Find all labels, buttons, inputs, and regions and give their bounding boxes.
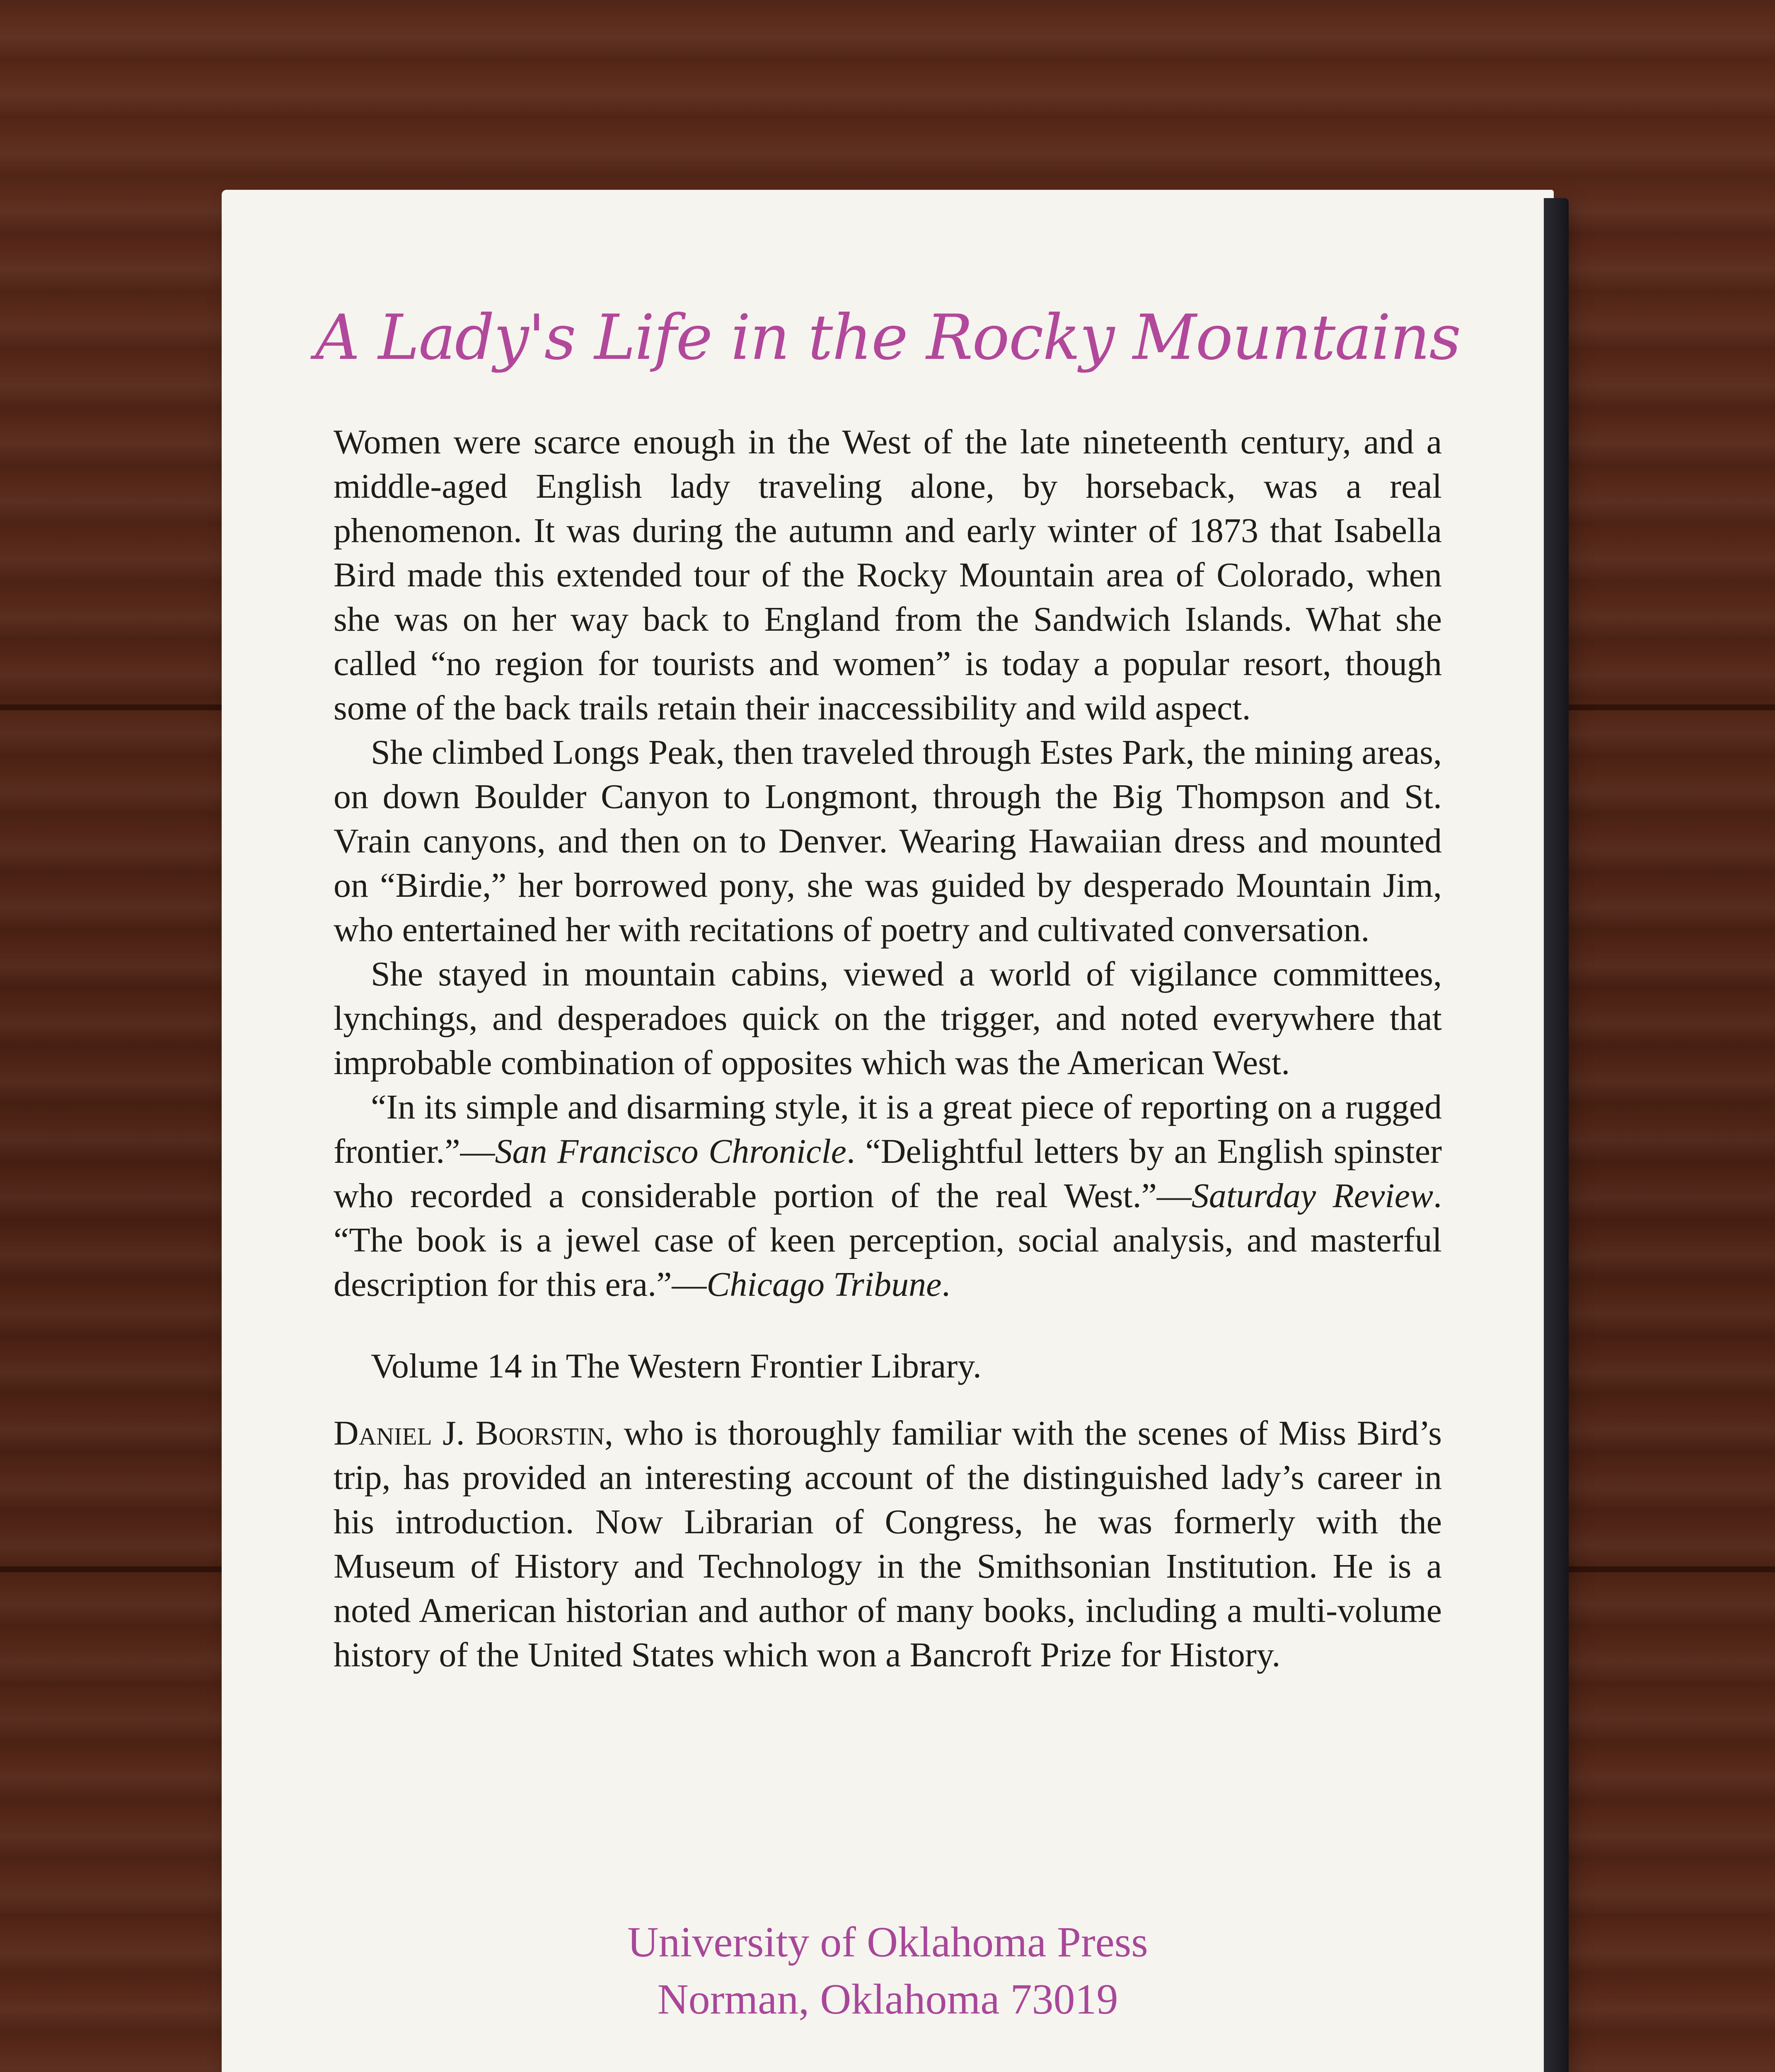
review-end: . xyxy=(941,1265,950,1304)
review-quote: “In its simple and disarming style, it is a great piece of reporting on a rugged frontier.”— xyxy=(334,1088,1442,1171)
blurb-paragraph: She climbed Longs Peak, then traveled through Estes Park, the mining areas, on down Boulder Canyon to Longmont, through the Big Thompson and St. Vrain canyons, and then on to Denver. Wearing Hawaiian dress and mounted on “Birdie,” her borrowed pony, she was guided by desperado Mountain Jim, who entertained her with recitations of poetry and cultivated conversation. xyxy=(334,733,1442,949)
review-quote: . “Delightful letters by an English spinster who recorded a considerable portion of the real West.”— xyxy=(334,1132,1442,1215)
bio-name: Daniel J. Boorstin xyxy=(334,1414,605,1452)
review-quotes xyxy=(334,1085,1442,1307)
blurb-paragraph: Women were scarce enough in the West of the late nineteenth century, and a middle-aged English lady traveling alone, by horseback, was a real phenomenon. It was during the autumn and early winter of 1873 that Isabella Bird made this extended tour of the Rocky Mountain area of Colorado, when she was on her way back to England from the Sandwich Islands. What she called “no region for tourists and women” is today a popular resort, though some of the back trails retain their inaccessibility and wild aspect. xyxy=(334,423,1442,727)
bio-text: , who is thoroughly familiar with the scenes of Miss Bird’s trip, has provided an interesting account of the distinguished lady’s career in his introduction. Now Librarian of Congress, he was formerly with the Museum of History and Technology in the Smithsonian Institution. He is a noted American historian and author of many books, including a multi-volume history of the United States which won a Bancroft Prize for History. xyxy=(334,1414,1442,1674)
blurb-paragraph: She stayed in mountain cabins, viewed a world of vigilance committees, lynchings, and desperadoes quick on the trigger, and noted everywhere that improbable combination of opposites which was the American West. xyxy=(334,955,1442,1082)
book-title: A Lady's Life in the Rocky Mountains xyxy=(315,302,1461,374)
publisher-city: Norman, Oklahoma 73019 xyxy=(657,1975,1118,2023)
review-source: Saturday Review xyxy=(1191,1176,1434,1215)
series-volume: Volume 14 in The Western Frontier Library. xyxy=(371,1347,982,1385)
blurb-text xyxy=(334,420,1442,1677)
book-back-cover xyxy=(222,190,1554,2072)
publisher-name: University of Oklahoma Press xyxy=(627,1918,1148,1966)
review-source: Chicago Tribune xyxy=(706,1265,942,1304)
review-quote: . “The book is a jewel case of keen perception, social analysis, and masterful description for this era.”— xyxy=(334,1176,1442,1304)
book-spine-edge xyxy=(1544,198,1569,2072)
author-bio xyxy=(334,1411,1442,1677)
publisher-block xyxy=(222,1914,1554,2028)
review-source: San Francisco Chronicle xyxy=(495,1132,846,1171)
